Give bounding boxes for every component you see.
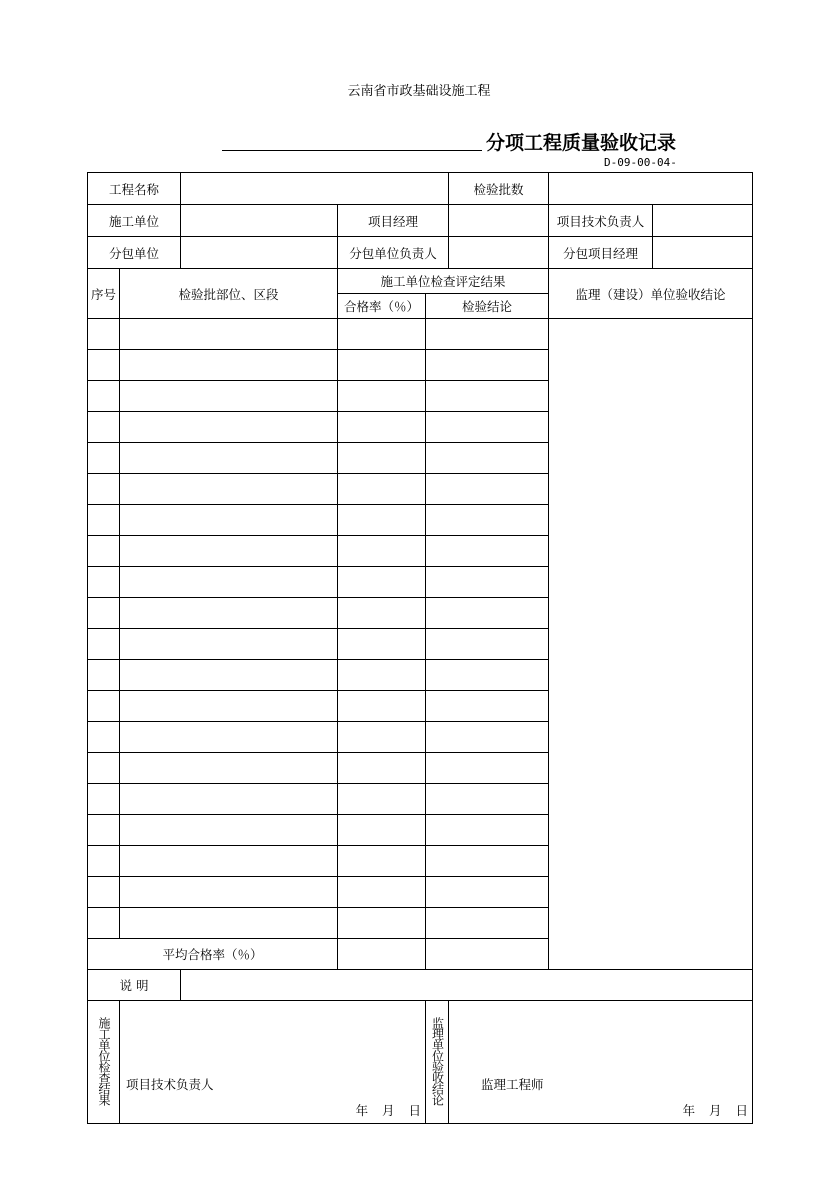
seq-cell[interactable] [88, 629, 120, 660]
conclusion-cell[interactable] [426, 877, 549, 908]
location-cell[interactable] [120, 412, 338, 443]
location-cell[interactable] [120, 381, 338, 412]
pass-rate-cell[interactable] [338, 598, 426, 629]
pass-rate-cell[interactable] [338, 691, 426, 722]
table-row [88, 319, 753, 350]
seq-cell[interactable] [88, 474, 120, 505]
conclusion-cell[interactable] [426, 474, 549, 505]
conclusion-cell[interactable] [426, 505, 549, 536]
location-cell[interactable] [120, 536, 338, 567]
pass-rate-cell[interactable] [338, 319, 426, 350]
seq-cell[interactable] [88, 722, 120, 753]
seq-cell[interactable] [88, 567, 120, 598]
location-cell[interactable] [120, 691, 338, 722]
construction-unit-label: 施工单位 [88, 205, 181, 237]
seq-cell[interactable] [88, 846, 120, 877]
subcontractor-label: 分包单位 [88, 237, 181, 269]
row-subcontractor [88, 237, 753, 269]
supervisor-date-label: 年 月 日 [682, 1103, 749, 1118]
subcontract-pm-field[interactable] [653, 237, 753, 269]
tech-leader-field[interactable] [653, 205, 753, 237]
row-table-header-1 [88, 269, 753, 294]
pass-rate-cell[interactable] [338, 412, 426, 443]
supervisor-signature-area[interactable] [449, 1001, 753, 1124]
location-cell[interactable] [120, 350, 338, 381]
pass-rate-cell[interactable] [338, 753, 426, 784]
row-construction-unit [88, 205, 753, 237]
project-manager-field[interactable] [449, 205, 549, 237]
seq-cell[interactable] [88, 815, 120, 846]
seq-cell[interactable] [88, 536, 120, 567]
conclusion-cell[interactable] [426, 691, 549, 722]
avg-conclusion-field[interactable] [426, 939, 549, 970]
avg-rate-label: 平均合格率（％） [88, 939, 338, 970]
conclusion-cell[interactable] [426, 350, 549, 381]
location-cell[interactable] [120, 443, 338, 474]
conclusion-cell[interactable] [426, 443, 549, 474]
contractor-result-header: 施工单位检查评定结果 [338, 269, 549, 294]
supervision-conclusion-vertical-label: 监理单位验收结论 [430, 1016, 445, 1105]
document-header: 云南省市政基础设施工程 [347, 84, 491, 99]
project-manager-label: 项目经理 [338, 205, 449, 237]
pass-rate-cell[interactable] [338, 443, 426, 474]
location-cell[interactable] [120, 505, 338, 536]
conclusion-header: 检验结论 [426, 294, 549, 319]
conclusion-cell[interactable] [426, 567, 549, 598]
location-cell[interactable] [120, 846, 338, 877]
location-cell[interactable] [120, 753, 338, 784]
pass-rate-cell[interactable] [338, 846, 426, 877]
conclusion-cell[interactable] [426, 784, 549, 815]
conclusion-cell[interactable] [426, 722, 549, 753]
tech-leader-sign-label: 项目技术负责人 [126, 1077, 214, 1092]
conclusion-cell[interactable] [426, 381, 549, 412]
inspection-form-table [87, 172, 753, 1124]
location-cell[interactable] [120, 474, 338, 505]
supervision-conclusion-label-cell [426, 1001, 449, 1124]
pass-rate-cell[interactable] [338, 505, 426, 536]
seq-cell[interactable] [88, 877, 120, 908]
note-label: 说 明 [88, 970, 181, 1001]
seq-cell[interactable] [88, 908, 120, 939]
conclusion-cell[interactable] [426, 753, 549, 784]
conclusion-cell[interactable] [426, 598, 549, 629]
seq-cell[interactable] [88, 691, 120, 722]
batch-count-field[interactable] [549, 173, 753, 205]
seq-cell[interactable] [88, 412, 120, 443]
location-cell[interactable] [120, 319, 338, 350]
conclusion-cell[interactable] [426, 660, 549, 691]
batch-count-label: 检验批数 [449, 173, 549, 205]
seq-cell[interactable] [88, 443, 120, 474]
pass-rate-cell[interactable] [338, 567, 426, 598]
row-project-name [88, 173, 753, 205]
supervision-conclusion-field[interactable] [549, 319, 753, 970]
construction-unit-field[interactable] [181, 205, 338, 237]
form-code: D-09-00-04- [604, 156, 677, 169]
pass-rate-cell[interactable] [338, 381, 426, 412]
location-cell[interactable] [120, 722, 338, 753]
conclusion-cell[interactable] [426, 319, 549, 350]
seq-cell[interactable] [88, 784, 120, 815]
title-blank-line [222, 150, 482, 151]
pass-rate-cell[interactable] [338, 877, 426, 908]
supervisor-sign-label: 监理工程师 [481, 1077, 544, 1092]
pass-rate-cell[interactable] [338, 629, 426, 660]
seq-header: 序号 [88, 269, 120, 319]
row-signatures [88, 1001, 753, 1124]
location-header: 检验批部位、区段 [120, 269, 338, 319]
contractor-result-label-cell [88, 1001, 120, 1124]
contractor-date-label: 年 月 日 [355, 1103, 422, 1118]
conclusion-cell[interactable] [426, 846, 549, 877]
location-cell[interactable] [120, 567, 338, 598]
contractor-result-vertical-label: 施工单位检查结果 [97, 1016, 111, 1105]
pass-rate-cell[interactable] [338, 908, 426, 939]
note-field[interactable] [181, 970, 753, 1001]
seq-cell[interactable] [88, 660, 120, 691]
location-cell[interactable] [120, 815, 338, 846]
row-note [88, 970, 753, 1001]
pass-rate-cell[interactable] [338, 784, 426, 815]
pass-rate-cell[interactable] [338, 536, 426, 567]
pass-rate-cell[interactable] [338, 815, 426, 846]
conclusion-cell[interactable] [426, 815, 549, 846]
conclusion-cell[interactable] [426, 536, 549, 567]
location-cell[interactable] [120, 908, 338, 939]
location-cell[interactable] [120, 784, 338, 815]
seq-cell[interactable] [88, 753, 120, 784]
conclusion-cell[interactable] [426, 908, 549, 939]
project-name-label: 工程名称 [88, 173, 181, 205]
seq-cell[interactable] [88, 350, 120, 381]
seq-cell[interactable] [88, 505, 120, 536]
supervision-header: 监理（建设）单位验收结论 [549, 269, 753, 319]
pass-rate-cell[interactable] [338, 350, 426, 381]
contractor-signature-area[interactable] [120, 1001, 426, 1124]
avg-rate-field[interactable] [338, 939, 426, 970]
subcontractor-leader-field[interactable] [449, 237, 549, 269]
location-cell[interactable] [120, 877, 338, 908]
location-cell[interactable] [120, 598, 338, 629]
seq-cell[interactable] [88, 381, 120, 412]
seq-cell[interactable] [88, 319, 120, 350]
pass-rate-cell[interactable] [338, 722, 426, 753]
location-cell[interactable] [120, 629, 338, 660]
subcontract-pm-label: 分包项目经理 [549, 237, 653, 269]
subcontractor-leader-label: 分包单位负责人 [338, 237, 449, 269]
location-cell[interactable] [120, 660, 338, 691]
subcontractor-field[interactable] [181, 237, 338, 269]
project-name-field[interactable] [181, 173, 449, 205]
conclusion-cell[interactable] [426, 412, 549, 443]
title-text: 分项工程质量验收记录 [486, 132, 677, 154]
seq-cell[interactable] [88, 598, 120, 629]
pass-rate-header: 合格率（％） [338, 294, 426, 319]
conclusion-cell[interactable] [426, 629, 549, 660]
pass-rate-cell[interactable] [338, 474, 426, 505]
tech-leader-label: 项目技术负责人 [549, 205, 653, 237]
pass-rate-cell[interactable] [338, 660, 426, 691]
